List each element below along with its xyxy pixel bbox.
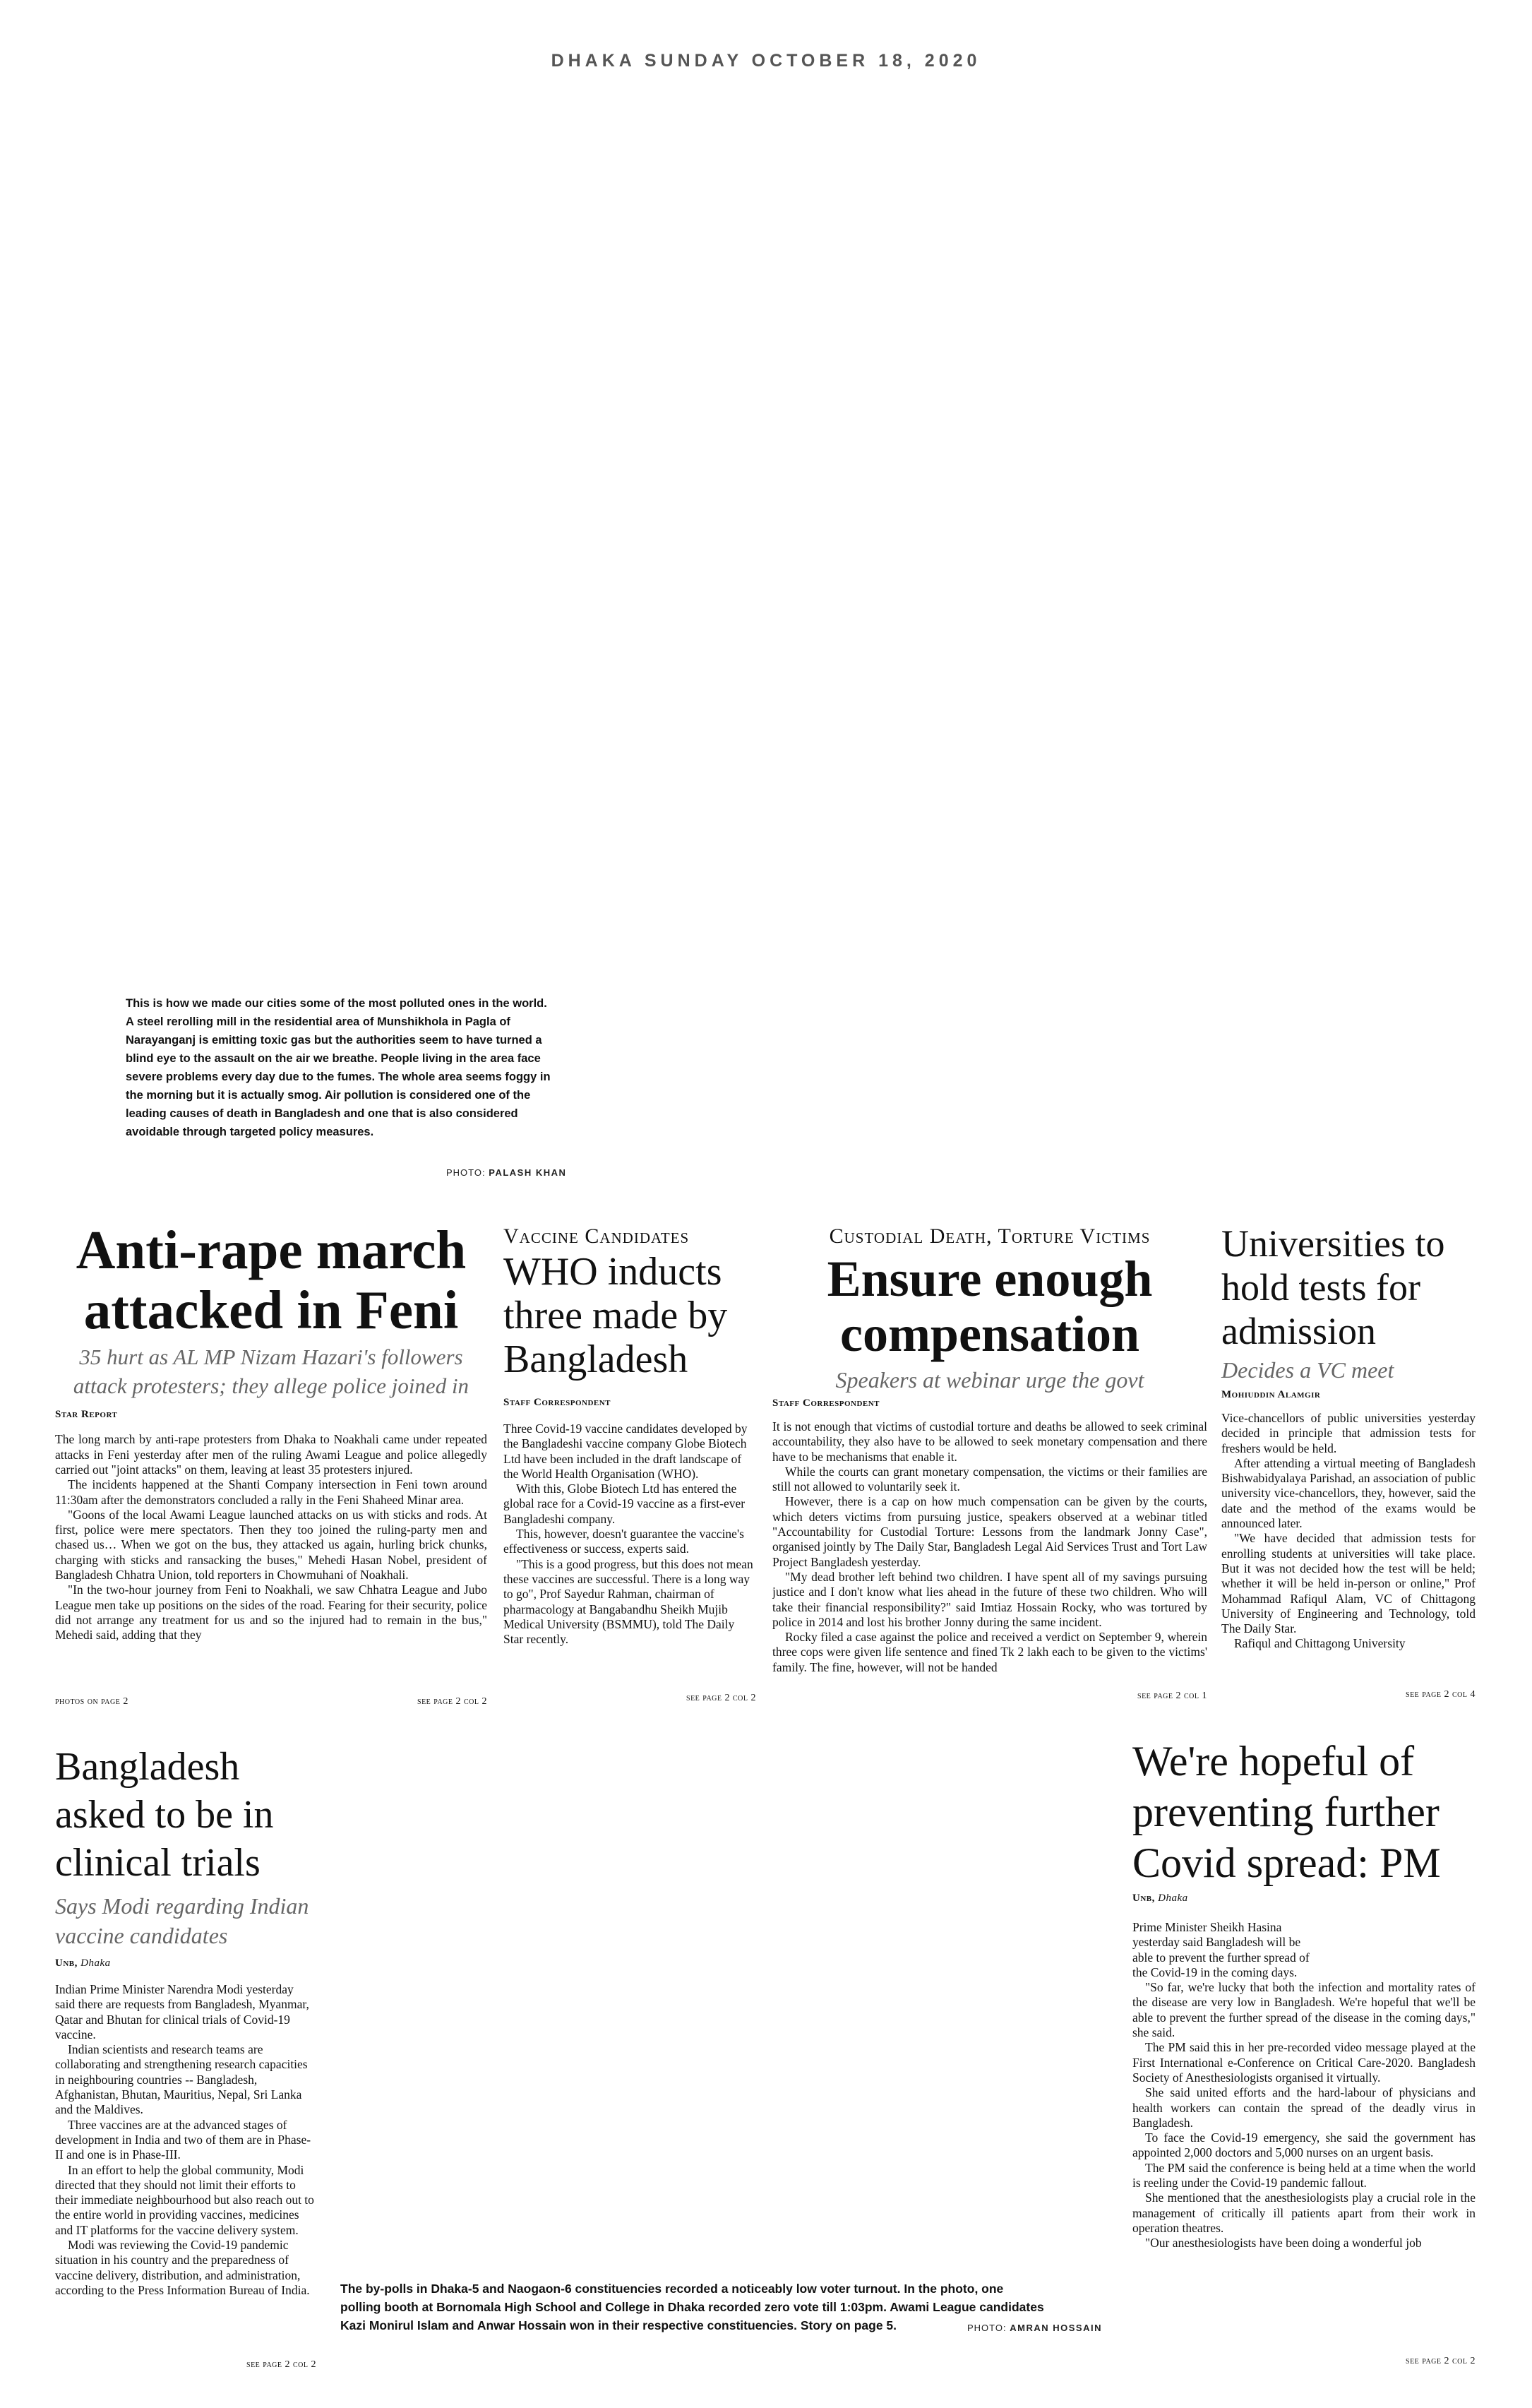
byline: Staff Correspondent: [772, 1397, 880, 1409]
jump-link[interactable]: see page 2 col 2: [686, 1693, 756, 1703]
paragraph: "My dead brother left behind two children. I have spent all of my savings pursuing justice and I don't know what lies ahead in the future of these two children. Who will take their financial responsibility?" said Imtiaz Hossain Rocky, who was tortured by police in 2014 and lost his brother Jonny during the same incident.: [772, 1569, 1207, 1629]
paragraph: Modi was reviewing the Covid-19 pandemic situation in his country and the preparedness of vaccine delivery, distribution, and administration, according to the Press Information Bureau of India.: [55, 2238, 310, 2297]
paragraph: "In the two-hour journey from Feni to Noakhali, we saw Chhatra League and Jubo League men take up positions on the sides of the road. Fearing for their security, police did not arrange any treatment for us and so the injured had to remain in the bus," Mehedi said, adding that they: [55, 1583, 487, 1643]
paragraph: "So far, we're lucky that both the infection and mortality rates of the disease are very low in Bangladesh. We're hopeful that we'll be able to prevent the further spread of the disease in the coming days," she said.: [1132, 1980, 1476, 2040]
story-custodial: [772, 1224, 1207, 1702]
paragraph: Indian Prime Minister Narendra Modi yesterday said there are requests from Bangladesh, Myanmar, Qatar and Bhutan for clinical trials of Covid-19 vaccine.: [55, 1982, 309, 2042]
bottom-photo-credit: [967, 2323, 1102, 2333]
story-body: [1132, 1920, 1476, 2356]
byline: Mohiuddin Alamgir: [1221, 1389, 1321, 1400]
paragraph: "Our anesthesiologists have been doing a wonderful job: [1145, 2236, 1422, 2251]
story-body: [503, 1421, 756, 1693]
paragraph: She said united efforts and the hard-labour of physicians and health workers can contain the spread of the deadly virus in Bangladesh.: [1132, 2085, 1476, 2130]
byline: [55, 1957, 316, 1969]
story-pm: [1132, 1736, 1476, 2367]
byline: Star Report: [55, 1409, 118, 1421]
jump-link[interactable]: see page 2 col 4: [1406, 1689, 1476, 1700]
credit-name: PALASH KHAN: [489, 1167, 567, 1178]
jump-photos[interactable]: photos on page 2: [55, 1696, 128, 1707]
paragraph: Prime Minister Sheikh Hasina yesterday said Bangladesh will be able to prevent the further spread of the Covid-19 in the coming days.: [1132, 1920, 1310, 1979]
story-body: [772, 1419, 1207, 1691]
bottom-photo: [332, 1737, 1123, 2260]
headline[interactable]: We're hopeful of preventing further Covid spread: PM: [1132, 1738, 1441, 1886]
paragraph: To face the Covid-19 emergency, she said the government has appointed 2,000 doctors and 5,000 nurses on an urgent basis.: [1132, 2130, 1476, 2160]
paragraph: The PM said this in her pre-recorded video message played at the First International e-Conference on Critical Care-2020. Bangladesh Society of Anesthesiologists organised it virtually.: [1132, 2040, 1476, 2085]
deck: 35 hurt as AL MP Nizam Hazari's followers attack protesters; they allege police joined in: [73, 1345, 469, 1399]
story-body: [1221, 1411, 1476, 1689]
paragraph: Rocky filed a case against the police and received a verdict on September 9, wherein three cops were given life sentence and fined Tk 2 lakh each to be given to the victims' family. The fine, however, will not be handed: [772, 1630, 1207, 1674]
paragraph: However, there is a cap on how much compensation can be given by the courts, which deters victims from pursuing justice, speakers observed at a webinar titled "Accountability for Custodial Torture: Lessons from the landmark Jonny Case", organised jointly by The Daily Star, Bangladesh Legal Aid Services Trust and Tort Law Project Bangladesh yesterday.: [772, 1494, 1207, 1569]
story-body: [55, 1432, 487, 1696]
paragraph: In an effort to help the global community, Modi directed that they should not limit their efforts to their immediate neighbourhood but also reach out to the entire world in providing vaccines, medicines and IT platforms for the vaccine delivery system.: [55, 2162, 314, 2237]
paragraph: After attending a virtual meeting of Bangladesh Bishwabidyalaya Parishad, an association of public university vice-chancellors, they, however, said the date and the method of the exams would be announced later.: [1221, 1455, 1476, 1531]
paragraph: "We have decided that admission tests for enrolling students at universities will take place. But it was not decided how the test will be held; whether it will be held in-person or online," Prof Mohammad Rafiqul Alam, VC of Chittagong University of Engineering and Technology, told The Daily Star.: [1221, 1531, 1476, 1636]
kicker: Custodial Death, Torture Victims: [829, 1224, 1151, 1248]
byline-agency: Unb,: [55, 1957, 78, 1969]
jump-link[interactable]: see page 2 col 2: [417, 1696, 487, 1707]
headline[interactable]: Bangladesh asked to be in clinical trials: [55, 1745, 274, 1885]
deck: Decides a VC meet: [1221, 1357, 1394, 1383]
story-feni: [55, 1220, 487, 1707]
kicker: Vaccine Candidates: [503, 1224, 690, 1248]
credit-name: AMRAN HOSSAIN: [1010, 2323, 1102, 2333]
jump-link[interactable]: see page 2 col 2: [1406, 2356, 1476, 2366]
bottom-photo-caption: The by-polls in Dhaka-5 and Naogaon-6 constituencies recorded a noticeably low voter turnout. In the photo, one polling booth at Bornomala High School and College in Dhaka recorded zero vote till 1:03pm. Awami League candidates Kazi Monirul Islam and Anwar Hossain won in their respective constituencies. Story on page 5.: [340, 2282, 1044, 2332]
paragraph: Vice-chancellors of public universities yesterday decided in principle that admission tests for freshers would be held.: [1221, 1411, 1476, 1455]
byline-agency: Unb,: [1132, 1893, 1155, 1904]
byline-place: Dhaka: [1158, 1893, 1188, 1904]
paragraph: It is not enough that victims of custodial torture and deaths be allowed to seek criminal accountability, they also have to be allowed to seek monetary compensation and there have to be mechanisms that enable it.: [772, 1419, 1207, 1464]
paragraph: While the courts can grant monetary compensation, the victims or their families are still not allowed to voluntarily seek it.: [772, 1464, 1207, 1494]
top-photo-credit: [446, 1167, 566, 1178]
byline: [1132, 1893, 1476, 1905]
story-universities: [1221, 1222, 1476, 1700]
paragraph: Rafiqul and Chittagong University: [1234, 1636, 1406, 1651]
deck: Speakers at webinar urge the govt: [835, 1367, 1144, 1393]
dateline: DHAKA SUNDAY OCTOBER 18, 2020: [551, 51, 981, 71]
byline-place: Dhaka: [80, 1957, 111, 1969]
paragraph: The long march by anti-rape protesters from Dhaka to Noakhali came under repeated attacks in Feni yesterday after men of the ruling Awami League and police allegedly carried out "joint attacks" on them, leaving at least 35 protesters injured.: [55, 1432, 487, 1477]
story-trials: [55, 1743, 316, 2371]
headline[interactable]: Anti-rape march attacked in Feni: [76, 1220, 467, 1340]
paragraph: "This is a good progress, but this does not mean these vaccines are successful. There is a long way to go", Prof Sayedur Rahman, chairman of pharmacology at Bangabandhu Sheikh Mujib Medical University (BSMMU), told The Daily Star recently.: [503, 1556, 753, 1647]
headline[interactable]: Ensure enough compensation: [827, 1251, 1153, 1362]
story-vaccine: [503, 1224, 756, 1704]
story-body: [55, 1982, 316, 2359]
top-photo: [42, 90, 1490, 973]
credit-label: PHOTO:: [967, 2323, 1007, 2333]
paragraph: Three Covid-19 vaccine candidates developed by the Bangladeshi vaccine company Globe Biotech Ltd have been included in the draft landscape of the World Health Organisation (WHO).: [503, 1421, 748, 1481]
headline[interactable]: Universities to hold tests for admission: [1221, 1222, 1445, 1352]
paragraph: "Goons of the local Awami League launched attacks on us with sticks and rods. At first, police were mere spectators. Then they too joined the ruling-party men and chased us… When we got on the bus, they attacked us again, hurling brick chunks, charging with sticks and ransacking the buses," Mehedi Hasan Nobel, president of Bangladesh Chhatra Union, told reporters in Chowmuhani of Noakhali.: [55, 1507, 487, 1583]
paragraph: The PM said the conference is being held at a time when the world is reeling under the Covid-19 pandemic fallout.: [1132, 2160, 1476, 2191]
jump-link[interactable]: see page 2 col 2: [246, 2359, 316, 2370]
paragraph: She mentioned that the anesthesiologists play a crucial role in the management of critically ill patients apart from their work in operation theatres.: [1132, 2191, 1476, 2235]
paragraph: The incidents happened at the Shanti Company intersection in Feni town around 11:30am after the demonstrators concluded a rally in the Feni Shaheed Minar area.: [55, 1477, 487, 1507]
credit-label: PHOTO:: [446, 1167, 486, 1178]
paragraph: Indian scientists and research teams are collaborating and strengthening research capacities in neighbouring countries -- Bangladesh, Afghanistan, Bhutan, Mauritius, Nepal, Sri Lanka and the Maldives.: [55, 2042, 308, 2117]
deck: Says Modi regarding Indian vaccine candidates: [55, 1893, 309, 1948]
paragraph: With this, Globe Biotech Ltd has entered the global race for a Covid-19 vaccine as a first-ever Bangladeshi company.: [503, 1482, 746, 1526]
byline: Staff Correspondent: [503, 1397, 611, 1408]
paragraph: This, however, doesn't guarantee the vaccine's effectiveness or success, experts said.: [503, 1527, 744, 1556]
headline[interactable]: WHO inducts three made by Bangladesh: [503, 1250, 728, 1381]
top-photo-caption: This is how we made our cities some of the most polluted ones in the world. A steel rerolling mill in the residential area of Munshikhola in Pagla of Narayanganj is emitting toxic gas but the authorities seem to have turned a blind eye to the assault on the air we breathe. People living in the area face severe problems every day due to the fumes. The whole area seems foggy in the morning but it is actually smog. Air pollution is considered one of the leading causes of death in Bangladesh and one that is also considered avoidable through targeted policy measures.: [126, 997, 551, 1138]
paragraph: Three vaccines are at the advanced stages of development in India and two of them are in Phase-II and one is in Phase-III.: [55, 2117, 311, 2162]
jump-link[interactable]: see page 2 col 1: [1137, 1691, 1207, 1701]
